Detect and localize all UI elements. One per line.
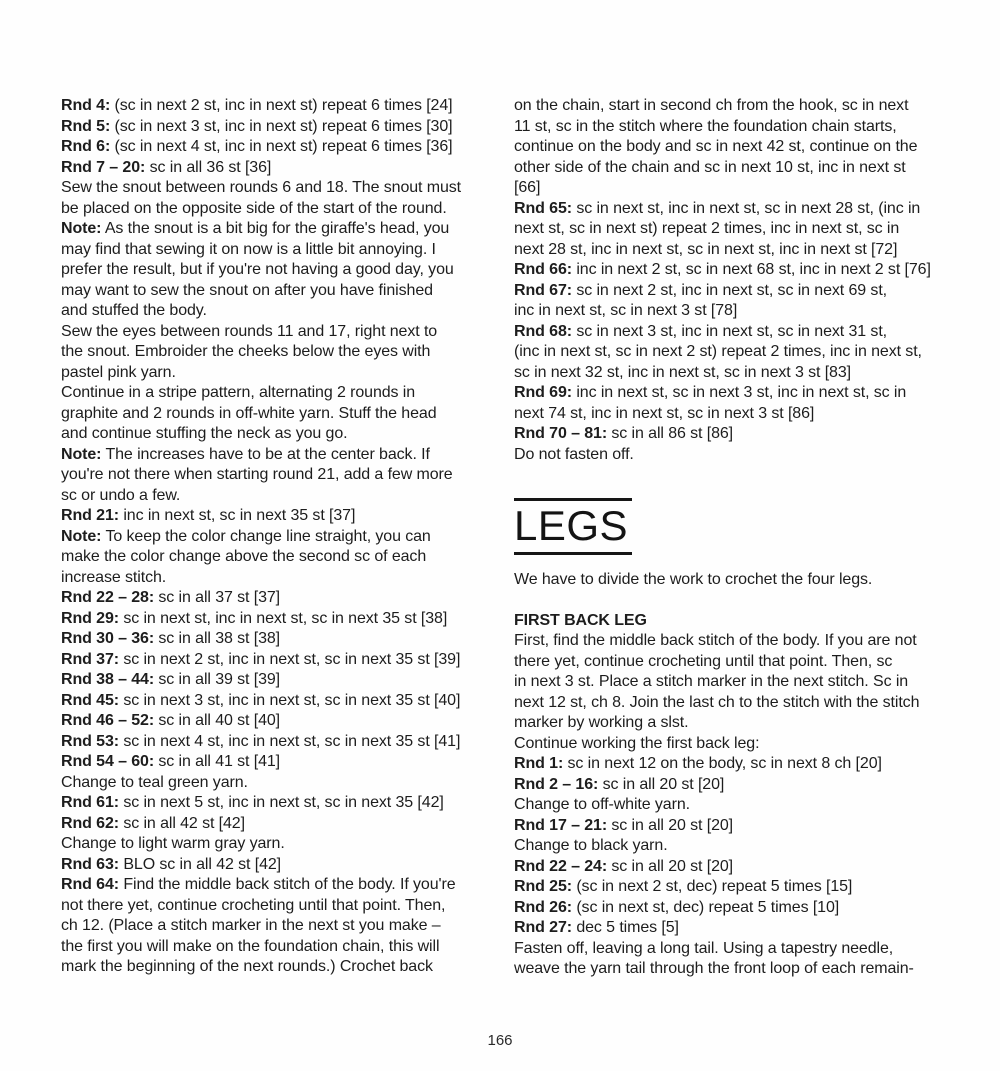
text-line: Note: As the snout is a bit big for the giraffe's head, you [61,220,450,237]
text-line: Rnd 65: sc in next st, inc in next st, sc in next 28 st, (inc in [514,199,921,217]
text-line: Note: The increases have to be at the center back. If [61,445,430,463]
text-line: Rnd 66: inc in next 2 st, sc in next 68 st, inc in next 2 st [76] [514,261,931,278]
round-label: Rnd 46 – 52: [61,712,155,729]
round-label: Rnd 68: [514,322,572,340]
text-line: on the chain, start in second ch from the hook, sc in next [514,97,909,114]
text-line: Rnd 22 – 28: sc in all 37 st [37] [61,589,281,606]
text-line: Rnd 67: sc in next 2 st, inc in next st, sc in next 69 st, [514,281,888,299]
text-line: sc in next 32 st, inc in next st, sc in next 3 st [83] [514,363,851,381]
round-label: Rnd 22 – 24: [514,857,608,875]
text-line: may find that sewing it on now is a little bit annoying. I [61,240,436,258]
round-label: Rnd 25: [514,878,572,895]
text-line: Rnd 26: (sc in next st, dec) repeat 5 times [10] [514,898,840,916]
text-line: may want to sew the snout on after you have finished [61,281,433,299]
text-line: Rnd 64: Find the middle back stitch of the body. If you're [61,876,456,893]
text-line: Rnd 22 – 24: sc in all 20 st [20] [514,857,734,875]
text-line: graphite and 2 rounds in off-white yarn. Stuff the head [61,404,437,422]
heading-rule-bottom [514,552,632,555]
text-line: Rnd 29: sc in next st, inc in next st, sc in next 35 st [38] [61,609,448,627]
round-label: Rnd 17 – 21: [514,816,608,834]
left-column [61,96,503,978]
text-line: increase stitch. [61,568,167,586]
text-line: you're not there when starting round 21, add a few more [61,466,453,483]
round-label: Note: [61,527,102,545]
text-line: Rnd 62: sc in all 42 st [42] [61,814,245,832]
text-line: next 28 st, inc in next st, sc in next st, inc in next st [72] [514,240,898,258]
round-label: Note: [61,445,102,463]
text-line: [66] [514,179,541,196]
text-line: Rnd 38 – 44: sc in all 39 st [39] [61,671,281,688]
text-line: Change to off-white yarn. [514,796,690,813]
text-line: Rnd 61: sc in next 5 st, inc in next st, sc in next 35 [42] [61,794,444,811]
text-line: Sew the snout between rounds 6 and 18. The snout must [61,179,462,196]
text-line: 11 st, sc in the stitch where the foundation chain starts, [514,117,897,135]
round-label: Note: [61,220,102,237]
text-line: mark the beginning of the next rounds.) Crochet back [61,958,433,975]
text-line: other side of the chain and sc in next 10 st, inc in next st [514,158,906,176]
text-line: continue on the body and sc in next 42 st, continue on the [514,138,918,155]
round-label: Rnd 70 – 81: [514,425,608,442]
text-line: the first you will make on the foundation chain, this will [61,937,440,955]
round-label: Rnd 1: [514,755,564,772]
text-line: the snout. Embroider the cheeks below the eyes with [61,343,431,360]
round-label: Rnd 4: [61,97,111,114]
round-label: Rnd 30 – 36: [61,630,155,647]
text-line: next st, sc in next st) repeat 2 times, inc in next st, sc in [514,220,900,237]
text-line: Change to light warm gray yarn. [61,835,285,852]
round-label: Rnd 64: [61,876,119,893]
legs-section-heading [514,498,632,555]
round-label: Rnd 69: [514,384,572,401]
round-label: Rnd 27: [514,919,572,936]
text-line: Fasten off, leaving a long tail. Using a tapestry needle, [514,939,894,957]
text-line: inc in next st, sc in next 3 st [78] [514,302,738,319]
text-line: Rnd 53: sc in next 4 st, inc in next st, sc in next 35 st [41] [61,732,461,750]
text-line: sc or undo a few. [61,486,181,504]
text-line: Rnd 25: (sc in next 2 st, dec) repeat 5 times [15] [514,878,853,895]
round-label: Rnd 5: [61,117,111,135]
page-number: 166 [487,1032,513,1049]
text-line: Rnd 69: inc in next st, sc in next 3 st, inc in next st, sc in [514,384,907,401]
text-line: Do not fasten off. [514,445,634,463]
text-line: Rnd 70 – 81: sc in all 86 st [86] [514,425,734,442]
text-line: be placed on the opposite side of the start of the round. [61,199,447,217]
left-column-lines [61,96,503,978]
round-label: Rnd 2 – 16: [514,775,599,793]
text-line: prefer the result, but if you're not having a good day, you [61,261,454,278]
text-line: pastel pink yarn. [61,363,176,381]
text-line: Change to black yarn. [514,837,668,854]
round-label: Rnd 63: [61,855,119,873]
right-column-top-lines [514,96,980,465]
text-line: marker by working a slst. [514,714,689,731]
right-column [514,96,980,980]
text-line: Rnd 2 – 16: sc in all 20 st [20] [514,775,725,793]
text-line: weave the yarn tail through the front loop of each remain- [514,960,914,977]
text-line: Rnd 7 – 20: sc in all 36 st [36] [61,158,272,176]
text-line: Rnd 21: inc in next st, sc in next 35 st [37] [61,507,356,524]
section-intro: We have to divide the work to crochet the four legs. [514,571,873,588]
text-line: Rnd 27: dec 5 times [5] [514,919,679,936]
text-line: Rnd 45: sc in next 3 st, inc in next st, sc in next 35 st [40] [61,691,461,709]
round-label: Rnd 7 – 20: [61,158,146,176]
round-label: Rnd 21: [61,507,119,524]
text-line: next 74 st, inc in next st, sc in next 3 st [86] [514,404,815,422]
text-line: Rnd 4: (sc in next 2 st, inc in next st) repeat 6 times [24] [61,97,453,114]
round-label: Rnd 61: [61,794,119,811]
round-label: Rnd 37: [61,650,119,668]
text-line: Rnd 46 – 52: sc in all 40 st [40] [61,712,281,729]
section-title: LEGS [514,502,629,549]
round-label: Rnd 54 – 60: [61,753,155,770]
text-line: Rnd 37: sc in next 2 st, inc in next st, sc in next 35 st [39] [61,650,461,668]
text-line: Continue in a stripe pattern, alternating 2 rounds in [61,384,416,401]
text-line: ch 12. (Place a stitch marker in the next st you make – [61,917,441,934]
round-label: Rnd 62: [61,814,119,832]
text-line: (inc in next st, sc in next 2 st) repeat 2 times, inc in next st, [514,343,922,360]
subsection-title: FIRST BACK LEG [514,611,647,629]
round-label: Rnd 29: [61,609,119,627]
text-line: Continue working the first back leg: [514,734,760,752]
text-line: next 12 st, ch 8. Join the last ch to the stitch with the stitch [514,693,920,711]
round-label: Rnd 67: [514,281,572,299]
text-line: Rnd 63: BLO sc in all 42 st [42] [61,855,282,873]
text-line: make the color change above the second sc of each [61,548,427,565]
text-line: and continue stuffing the neck as you go. [61,425,348,442]
text-line: Rnd 30 – 36: sc in all 38 st [38] [61,630,281,647]
round-label: Rnd 38 – 44: [61,671,155,688]
round-label: Rnd 53: [61,732,119,750]
right-column-bottom-lines [514,631,980,980]
text-line: Change to teal green yarn. [61,773,248,791]
text-line: and stuffed the body. [61,302,207,319]
text-line: Rnd 1: sc in next 12 on the body, sc in next 8 ch [20] [514,755,882,772]
text-line: Rnd 5: (sc in next 3 st, inc in next st) repeat 6 times [30] [61,117,453,135]
text-line: First, find the middle back stitch of the body. If you are not [514,632,917,649]
text-line: Rnd 68: sc in next 3 st, inc in next st, sc in next 31 st, [514,322,888,340]
round-label: Rnd 45: [61,691,119,709]
text-line: Rnd 17 – 21: sc in all 20 st [20] [514,816,734,834]
round-label: Rnd 66: [514,261,572,278]
text-line: not there yet, continue crocheting until that point. Then, [61,896,446,914]
text-line: Note: To keep the color change line straight, you can [61,527,431,545]
text-line: Rnd 54 – 60: sc in all 41 st [41] [61,753,281,770]
round-label: Rnd 65: [514,199,572,217]
round-label: Rnd 22 – 28: [61,589,155,606]
round-label: Rnd 26: [514,898,572,916]
text-line: Rnd 6: (sc in next 4 st, inc in next st) repeat 6 times [36] [61,138,453,155]
round-label: Rnd 6: [61,138,111,155]
text-line: Sew the eyes between rounds 11 and 17, right next to [61,322,438,340]
text-line: in next 3 st. Place a stitch marker in the next stitch. Sc in [514,673,909,690]
text-line: there yet, continue crocheting until that point. Then, sc [514,652,893,670]
